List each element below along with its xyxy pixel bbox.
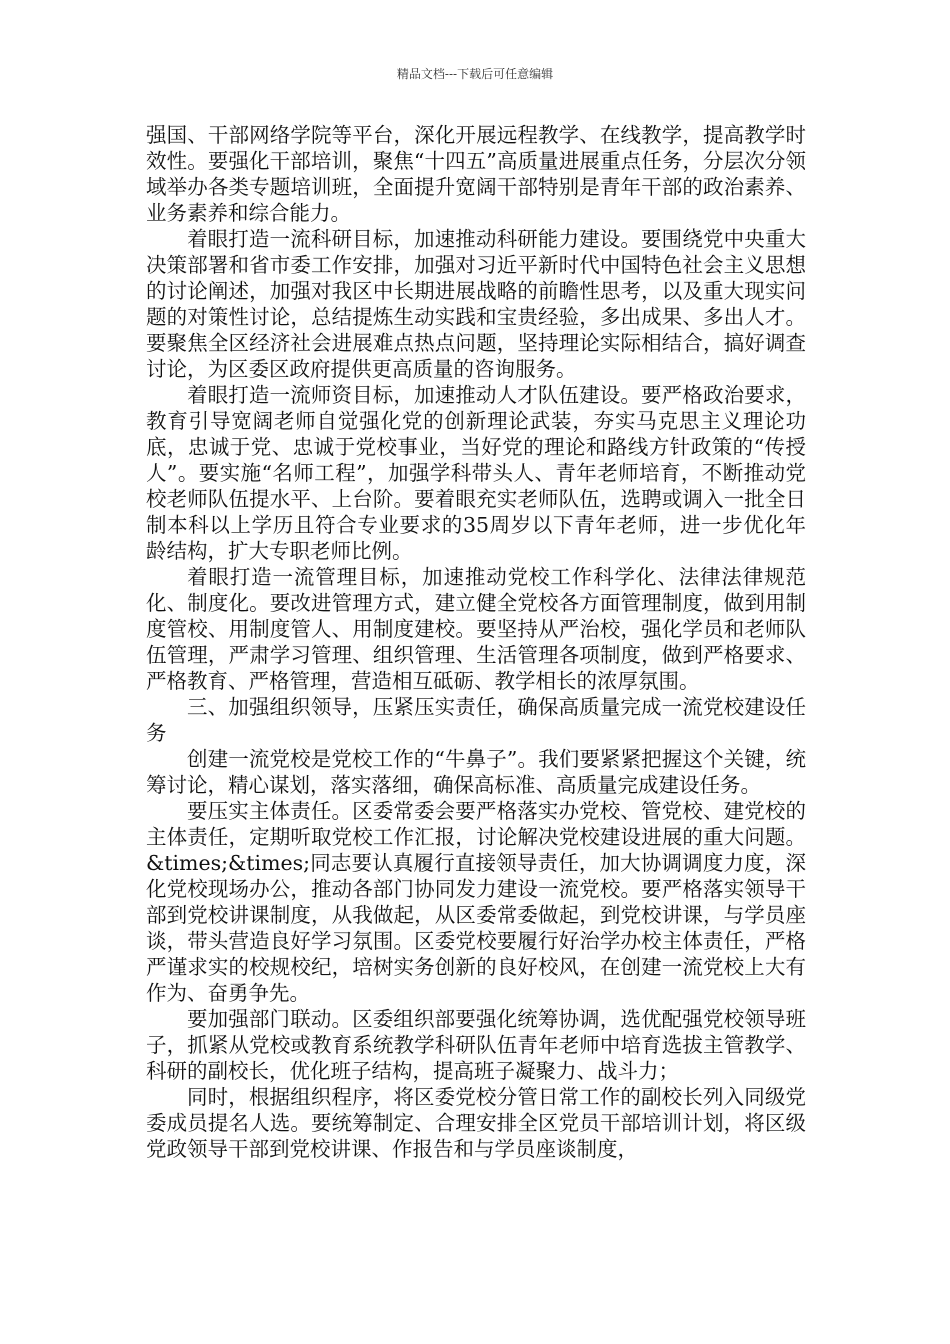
paragraph-3: 着眼打造一流师资目标，加速推动人才队伍建设。要严格政治要求，教育引导宽阔老师自觉强化党的创新理论武装，夯实马克思主义理论功底，忠诚于党、忠诚于党校事业，当好党的理论和路线方针政策的“传授人”。要实施“名师工程”，加强学科带头人、青年老师培育，不断推动党校老师队伍提水平、上台阶。要着眼充实老师队伍，选聘或调入一批全日制本科以上学历且符合专业要求的35周岁以下青年老师，进一步优化年龄结构，扩大专职老师比例。: [146, 383, 806, 563]
paragraph-6: 创建一流党校是党校工作的“牛鼻子”。我们要紧紧把握这个关键，统筹讨论，精心谋划，落实落细，确保高标准、高质量完成建设任务。: [146, 747, 806, 797]
document-body: [146, 122, 806, 1162]
page-header: 精品文档---下载后可任意编辑: [396, 67, 554, 81]
section-heading-3: 三、加强组织领导，压紧压实责任，确保高质量完成一流党校建设任务: [146, 695, 806, 745]
paragraph-2: 着眼打造一流科研目标，加速推动科研能力建设。要围绕党中央重大决策部署和省市委工作安排，加强对习近平新时代中国特色社会主义思想的讨论阐述，加强对我区中长期进展战略的前瞻性思考，以及重大现实问题的对策性讨论，总结提炼生动实践和宝贵经验，多出成果、多出人才。要聚焦全区经济社会进展难点热点问题，坚持理论实际相结合，搞好调查讨论，为区委区政府提供更高质量的咨询服务。: [146, 227, 806, 381]
paragraph-4: 着眼打造一流管理目标，加速推动党校工作科学化、法律法律规范化、制度化。要改进管理方式，建立健全党校各方面管理制度，做到用制度管校、用制度管人、用制度建校。要坚持从严治校，强化学员和老师队伍管理，严肃学习管理、组织管理、生活管理各项制度，做到严格要求、严格教育、严格管理，营造相互砥砺、教学相长的浓厚氛围。: [146, 565, 806, 693]
paragraph-9: 同时，根据组织程序，将区委党校分管日常工作的副校长列入同级党委成员提名人选。要统筹制定、合理安排全区党员干部培训计划，将区级党政领导干部到党校讲课、作报告和与学员座谈制度，: [146, 1085, 806, 1161]
paragraph-1: 强国、干部网络学院等平台，深化开展远程教学、在线教学，提高教学时效性。要强化干部培训，聚焦“十四五”高质量进展重点任务，分层次分领域举办各类专题培训班，全面提升宽阔干部特别是青年干部的政治素养、业务素养和综合能力。: [146, 123, 806, 225]
paragraph-8: 要加强部门联动。区委组织部要强化统筹协调，选优配强党校领导班子，抓紧从党校或教育系统教学科研队伍青年老师中培育选拔主管教学、科研的副校长，优化班子结构，提高班子凝聚力、战斗力；: [146, 1007, 806, 1083]
paragraph-7: 要压实主体责任。区委常委会要严格落实办党校、管党校、建党校的主体责任，定期听取党校工作汇报，讨论解决党校建设进展的重大问题。&times;&times;同志要认真履行直接领导责任，加大协调调度力度，深化党校现场办公，推动各部门协同发力建设一流党校。要严格落实领导干部到党校讲课制度，从我做起，从区委常委做起，到党校讲课，与学员座谈，带头营造良好学习氛围。区委党校要履行好治学办校主体责任，严格严谨求实的校规校纪，培树实务创新的良好校风，在创建一流党校上大有作为、奋勇争先。: [146, 799, 806, 1005]
